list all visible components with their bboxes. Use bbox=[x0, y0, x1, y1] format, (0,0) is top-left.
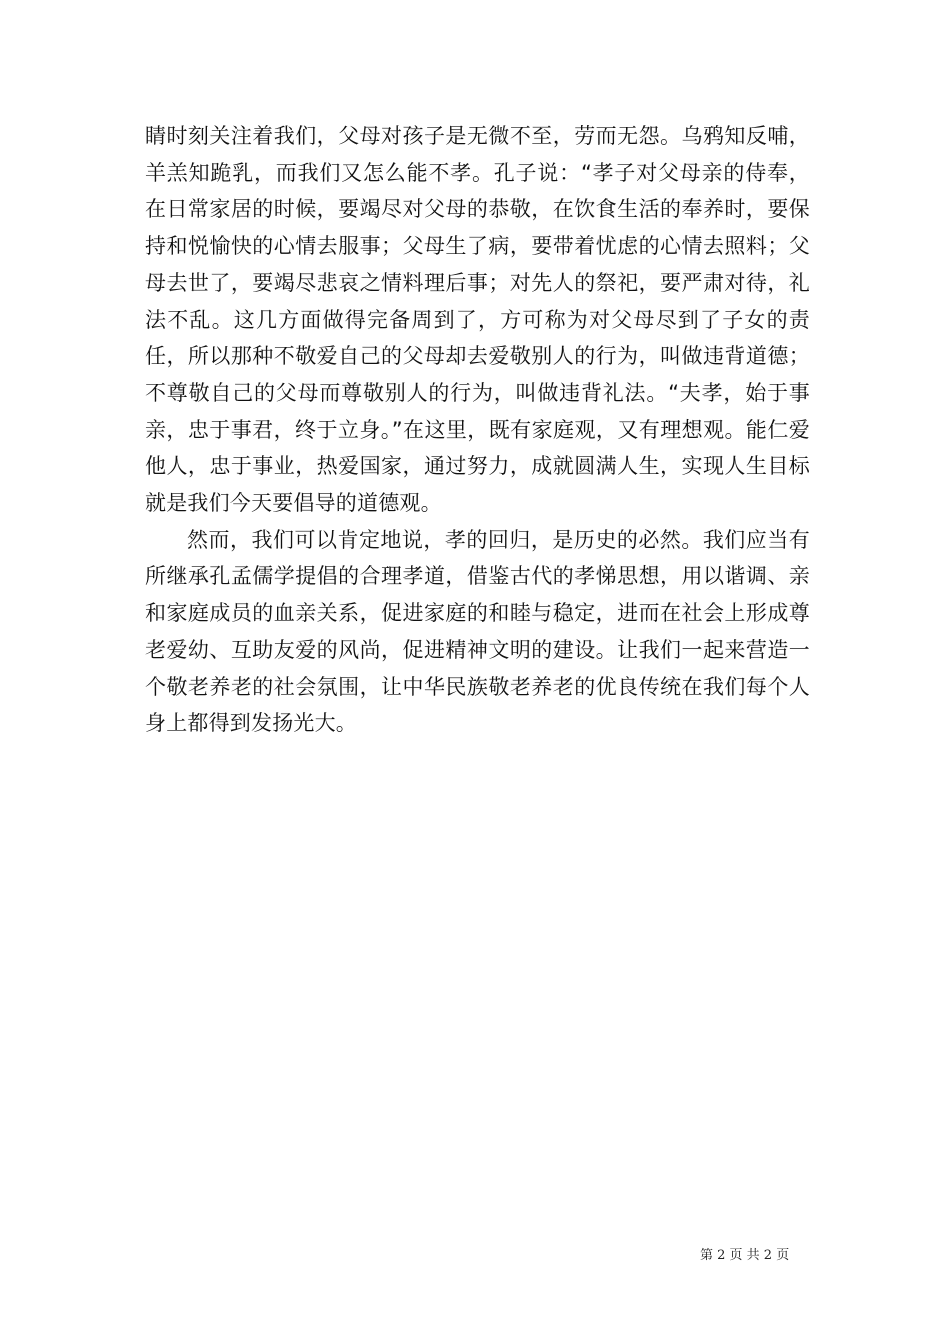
page-number-footer: 第 2 页 共 2 页 bbox=[700, 1248, 790, 1263]
body-text bbox=[145, 118, 810, 742]
paragraph-conclusion: 然而，我们可以肯定地说，孝的回归，是历史的必然。我们应当有所继承孔孟儒学提倡的合理孝道，借鉴古代的孝悌思想，用以谐调、亲和家庭成员的血亲关系，促进家庭的和睦与稳定，进而在社会上形成尊老爱幼、互助友爱的风尚，促进精神文明的建设。让我们一起来营造一个敬老养老的社会氛围，让中华民族敬老养老的优良传统在我们每个人身上都得到发扬光大。 bbox=[145, 527, 810, 736]
paragraph-continued: 睛时刻关注着我们，父母对孩子是无微不至，劳而无怨。乌鸦知反哺，羊羔知跪乳，而我们又怎么能不孝。孔子说：“孝子对父母亲的侍奉，在日常家居的时候，要竭尽对父母的恭敬，在饮食生活的奉养时，要保持和悦愉快的心情去服事；父母生了病，要带着忧虑的心情去照料；父母去世了，要竭尽悲哀之情料理后事；对先人的祭祀，要严肃对待，礼法不乱。这几方面做得完备周到了，方可称为对父母尽到了子女的责任，所以那种不敬爱自己的父母却去爱敬别人的行为，叫做违背道德；不尊敬自己的父母而尊敬别人的行为，叫做违背礼法。“夫孝，始于事亲，忠于事君，终于立身。”在这里，既有家庭观，又有理想观。能仁爱他人，忠于事业，热爱国家，通过努力，成就圆满人生，实现人生目标就是我们今天要倡导的道德观。 bbox=[145, 124, 810, 516]
